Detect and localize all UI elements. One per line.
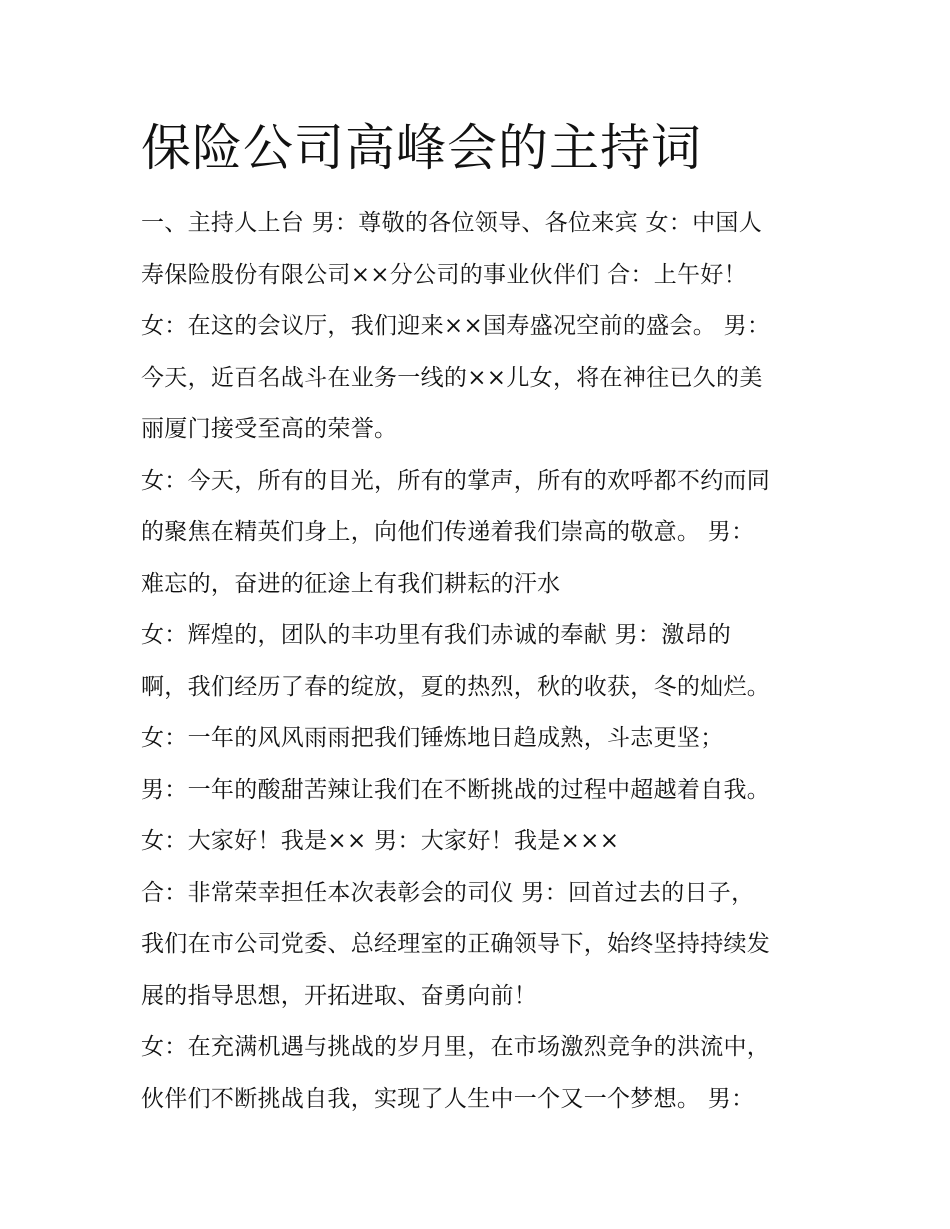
document-title: 保险公司高峰会的主持词 [141,119,702,177]
body-line: 女：大家好！我是×× 男：大家好！我是××× [141,828,620,854]
body-line: 一、主持人上台 男：尊敬的各位领导、各位来宾 女：中国人 [141,210,763,236]
body-line: 寿保险股份有限公司××分公司的事业伙伴们 合：上午好！ [141,261,747,288]
body-line: 今天，近百名战斗在业务一线的××儿女，将在神往已久的美 [141,364,763,391]
body-line: 啊，我们经历了春的绽放，夏的热烈，秋的收获，冬的灿烂。 [141,673,771,700]
body-line: 合：非常荣幸担任本次表彰会的司仪 男：回首过去的日子， [141,879,755,906]
body-line: 女：一年的风风雨雨把我们锤炼地日趋成熟，斗志更坚； [141,725,724,751]
body-line: 的聚焦在精英们身上，向他们传递着我们崇高的敬意。 男： [141,519,755,545]
body-line: 女：在这的会议厅，我们迎来××国寿盛况空前的盛会。 男： [141,313,771,339]
body-line: 女：在充满机遇与挑战的岁月里，在市场激烈竞争的洪流中， [141,1034,771,1060]
body-line: 展的指导思想，开拓进取、奋勇向前！ [141,982,538,1009]
document-body [141,198,821,1125]
body-line: 丽厦门接受至高的荣誉。 [141,416,398,442]
body-line: 男：一年的酸甜苦辣让我们在不断挑战的过程中超越着自我。 [141,776,771,803]
body-line: 我们在市公司党委、总经理室的正确领导下，始终坚持持续发 [141,931,771,957]
body-line: 女：辉煌的，团队的丰功里有我们赤诚的奉献 男：激昂的 [141,622,732,648]
body-line: 难忘的，奋进的征途上有我们耕耘的汗水 [141,570,561,597]
body-line: 女：今天，所有的目光，所有的掌声，所有的欢呼都不约而同 [141,467,771,494]
body-line: 伙伴们不断挑战自我，实现了人生中一个又一个梦想。 男： [141,1085,755,1112]
